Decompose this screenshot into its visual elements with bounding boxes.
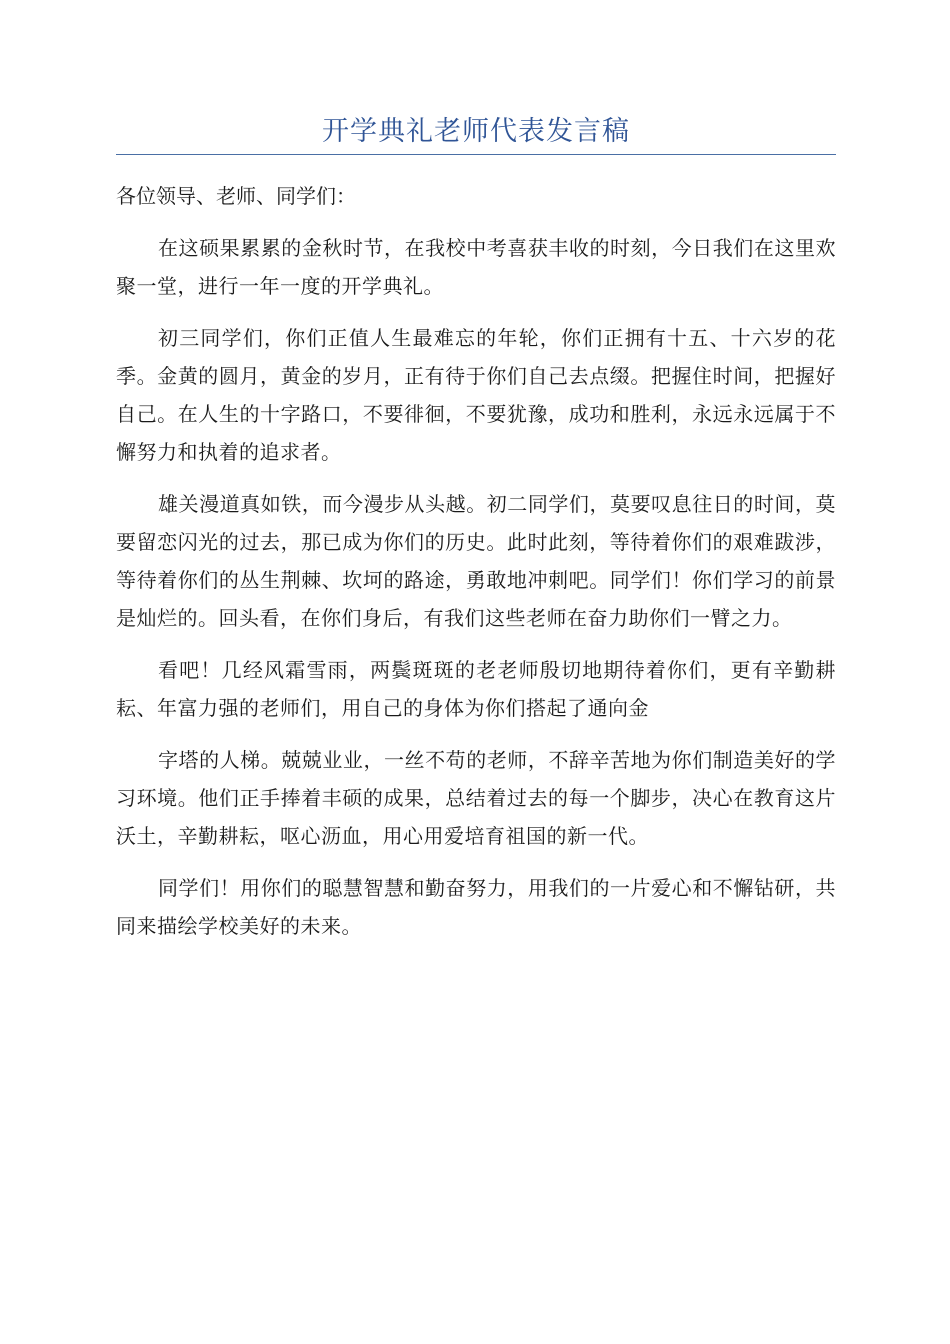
paragraph-6: 同学们！用你们的聪慧智慧和勤奋努力，用我们的一片爱心和不懈钻研，共同来描绘学校美好的未来。	[116, 876, 836, 938]
title-underline	[116, 154, 836, 155]
paragraph-3: 雄关漫道真如铁，而今漫步从头越。初二同学们，莫要叹息往日的时间，莫要留恋闪光的过去，那已成为你们的历史。此时此刻，等待着你们的艰难跋涉，等待着你们的丛生荆棘、坎坷的路途，勇敢地冲刺吧。同学们！你们学习的前景是灿烂的。回头看，在你们身后，有我们这些老师在奋力助你们一臂之力。	[116, 492, 836, 630]
paragraph-4: 看吧！几经风霜雪雨，两鬓斑斑的老老师殷切地期待着你们，更有辛勤耕耘、年富力强的老师们，用自己的身体为你们搭起了通向金	[116, 658, 836, 720]
paragraph-5: 字塔的人梯。兢兢业业，一丝不苟的老师，不辞辛苦地为你们制造美好的学习环境。他们正手捧着丰硕的成果，总结着过去的每一个脚步，决心在教育这片沃土，辛勤耕耘，呕心沥血，用心用爱培育祖国的新一代。	[116, 748, 836, 848]
document-page	[116, 112, 836, 959]
salutation: 各位领导、老师、同学们：	[116, 184, 356, 208]
paragraph-2: 初三同学们，你们正值人生最难忘的年轮，你们正拥有十五、十六岁的花季。金黄的圆月，黄金的岁月，正有待于你们自己去点缀。把握住时间，把握好自己。在人生的十字路口，不要徘徊，不要犹豫，成功和胜利，永远永远属于不懈努力和执着的追求者。	[116, 326, 836, 464]
paragraph-1: 在这硕果累累的金秋时节，在我校中考喜获丰收的时刻，今日我们在这里欢聚一堂，进行一年一度的开学典礼。	[116, 236, 836, 298]
document-title: 开学典礼老师代表发言稿	[322, 116, 630, 147]
